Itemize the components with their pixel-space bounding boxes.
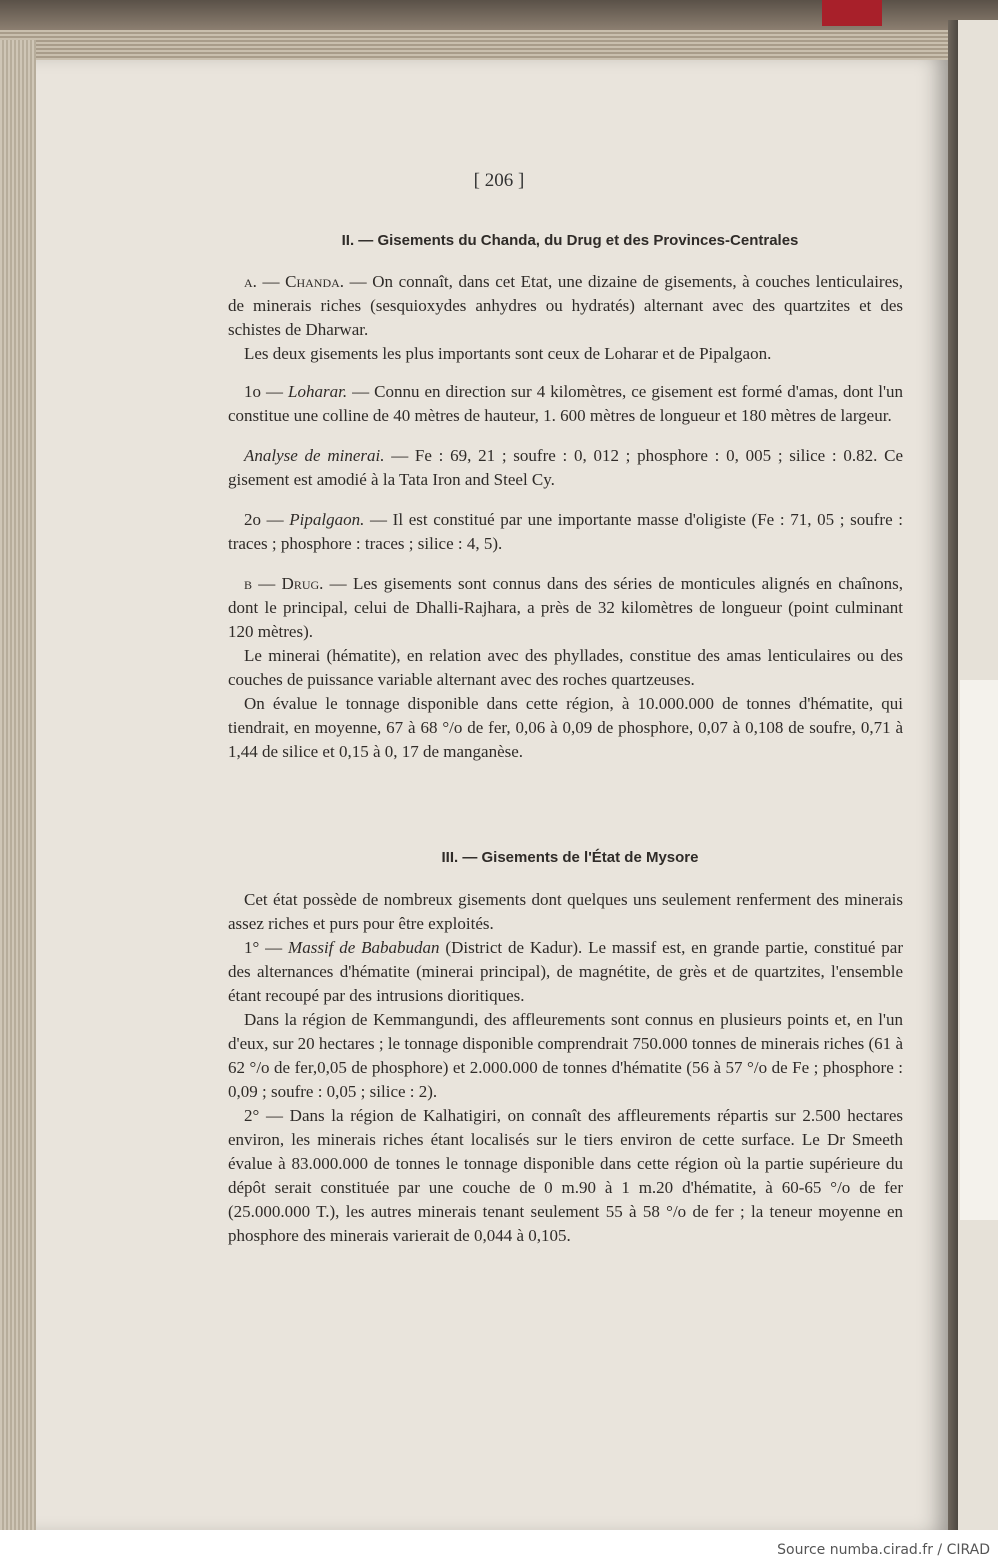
loharar-num: 1o — xyxy=(244,382,289,401)
paragraph-bababudan xyxy=(228,936,903,1008)
red-ribbon xyxy=(822,0,882,26)
bab-name: Massif de Bababudan xyxy=(288,938,440,957)
drug-label: b — Drug. xyxy=(244,574,324,593)
pipal-text: — Il est constitué par une importante masse d'oligiste (Fe : 71, 05 ; soufre : traces ; phosphore : traces ; silice : 4, 5). xyxy=(228,510,903,553)
page-stack-left xyxy=(0,40,36,1530)
pipal-num: 2o — xyxy=(244,510,290,529)
loharar-text: — Connu en direction sur 4 kilomètres, ce gisement est formé d'amas, dont l'un constitue une colline de 40 mètres de hauteur, 1. 600 mètres de longueur et 180 mètres de largeur. xyxy=(228,382,904,425)
paragraph-kalhatigiri: 2° — Dans la région de Kalhatigiri, on connaît des affleurements répartis sur 2.500 hectares environ, les minerais riches étant localisés sur le tiers environ de cette surface. Le Dr Smeeth évalue à 83.000.000 de tonnes le tonnage disponible dans cette région où la partie supérieure du dépôt serait constituée par une couche de 0 m.90 à 1 m.20 d'hématite, à 60-65 °/o de fer (25.000.000 T.), les autres minerais tenant seulement 55 à 58 °/o de fer ; la teneur moyenne en phosphore des minerais varierait de 0,044 à 0,105. xyxy=(228,1106,903,1245)
section-heading-2: II. — Gisements du Chanda, du Drug et des Provinces-Centrales xyxy=(341,232,799,249)
chanda-text: — On connaît, dans cet Etat, une dizaine de gisements, à couches lenticulaires, de minerais riches (sesquioxydes anhydres ou hydratés) alternant avec des quartzites et des schistes de Dharwar. xyxy=(228,272,903,339)
analyse-text: — Fe : 69, 21 ; soufre : 0, 012 ; phosphore : 0, 005 ; silice : 0.82. Ce gisement est amodié à la Tata Iron and Steel Cy. xyxy=(228,446,903,489)
paragraph-minerai: Le minerai (hématite), en relation avec des phyllades, constitue des amas lenticulaires ou des couches de puissance variable alternant avec des roches quartzeuses. xyxy=(228,646,903,689)
paragraph-tonnage: On évalue le tonnage disponible dans cette région, à 10.000.000 de tonnes d'hématite, qui tiendrait, en moyenne, 67 à 68 °/o de fer, 0,06 à 0,09 de phosphore, 0,07 à 0,108 de soufre, 0,71 à 1,44 de silice et 0,15 à 0, 17 de manganèse. xyxy=(228,694,903,761)
section-3-body xyxy=(228,888,903,1248)
bab-num: 1° — xyxy=(244,938,289,957)
paragraph-analyse xyxy=(228,444,903,492)
loharar-name: Loharar. xyxy=(288,382,348,401)
analyse-label: Analyse de minerai. xyxy=(244,446,385,465)
paragraph-pipalgaon xyxy=(228,508,903,556)
paragraph-drug xyxy=(228,572,903,644)
chanda-label: a. — Chanda. xyxy=(244,272,345,291)
source-credit: Source numba.cirad.fr / CIRAD xyxy=(777,1542,990,1558)
paragraph-chanda xyxy=(228,270,903,342)
paragraph-kemmangundi: Dans la région de Kemmangundi, des affleurements sont connus en plusieurs points et, en l'un d'eux, sur 20 hectares ; le tonnage disponible comprendrait 750.000 tonnes de minerais riches (61 à 62 °/o de fer,0,05 de phosphore) et 2.000.000 de tonnes d'hématite (56 à 57 °/o de Fe ; phosphore : 0,09 ; soufre : 0,05 ; silice : 2). xyxy=(228,1010,903,1101)
paper-slip xyxy=(960,680,998,1220)
drug-text: — Les gisements sont connus dans des séries de monticules alignés en chaînons, dont le principal, celui de Dhalli-Rajhara, a près de 32 kilomètres de longueur (point culminant 120 mètres). xyxy=(228,574,903,641)
pipal-name: Pipalgaon. xyxy=(289,510,365,529)
section-2-body xyxy=(228,270,903,764)
page-number: [ 206 ] xyxy=(473,170,525,191)
paragraph-loharar xyxy=(228,380,903,428)
section-heading-3: III. — Gisements de l'État de Mysore xyxy=(441,849,699,866)
paragraph-etat: Cet état possède de nombreux gisements dont quelques uns seulement renferment des minerais assez riches et purs pour être exploités. xyxy=(228,890,903,933)
bab-text: (District de Kadur). Le massif est, en grande partie, constitué par des alternances d'hématite (minerai principal), de magnétite, de grès et de quartzites, l'ensemble étant recoupé par des intrusions dioritiques. xyxy=(228,938,903,1005)
paragraph-deux-gisements: Les deux gisements les plus importants sont ceux de Loharar et de Pipalgaon. xyxy=(244,344,772,363)
